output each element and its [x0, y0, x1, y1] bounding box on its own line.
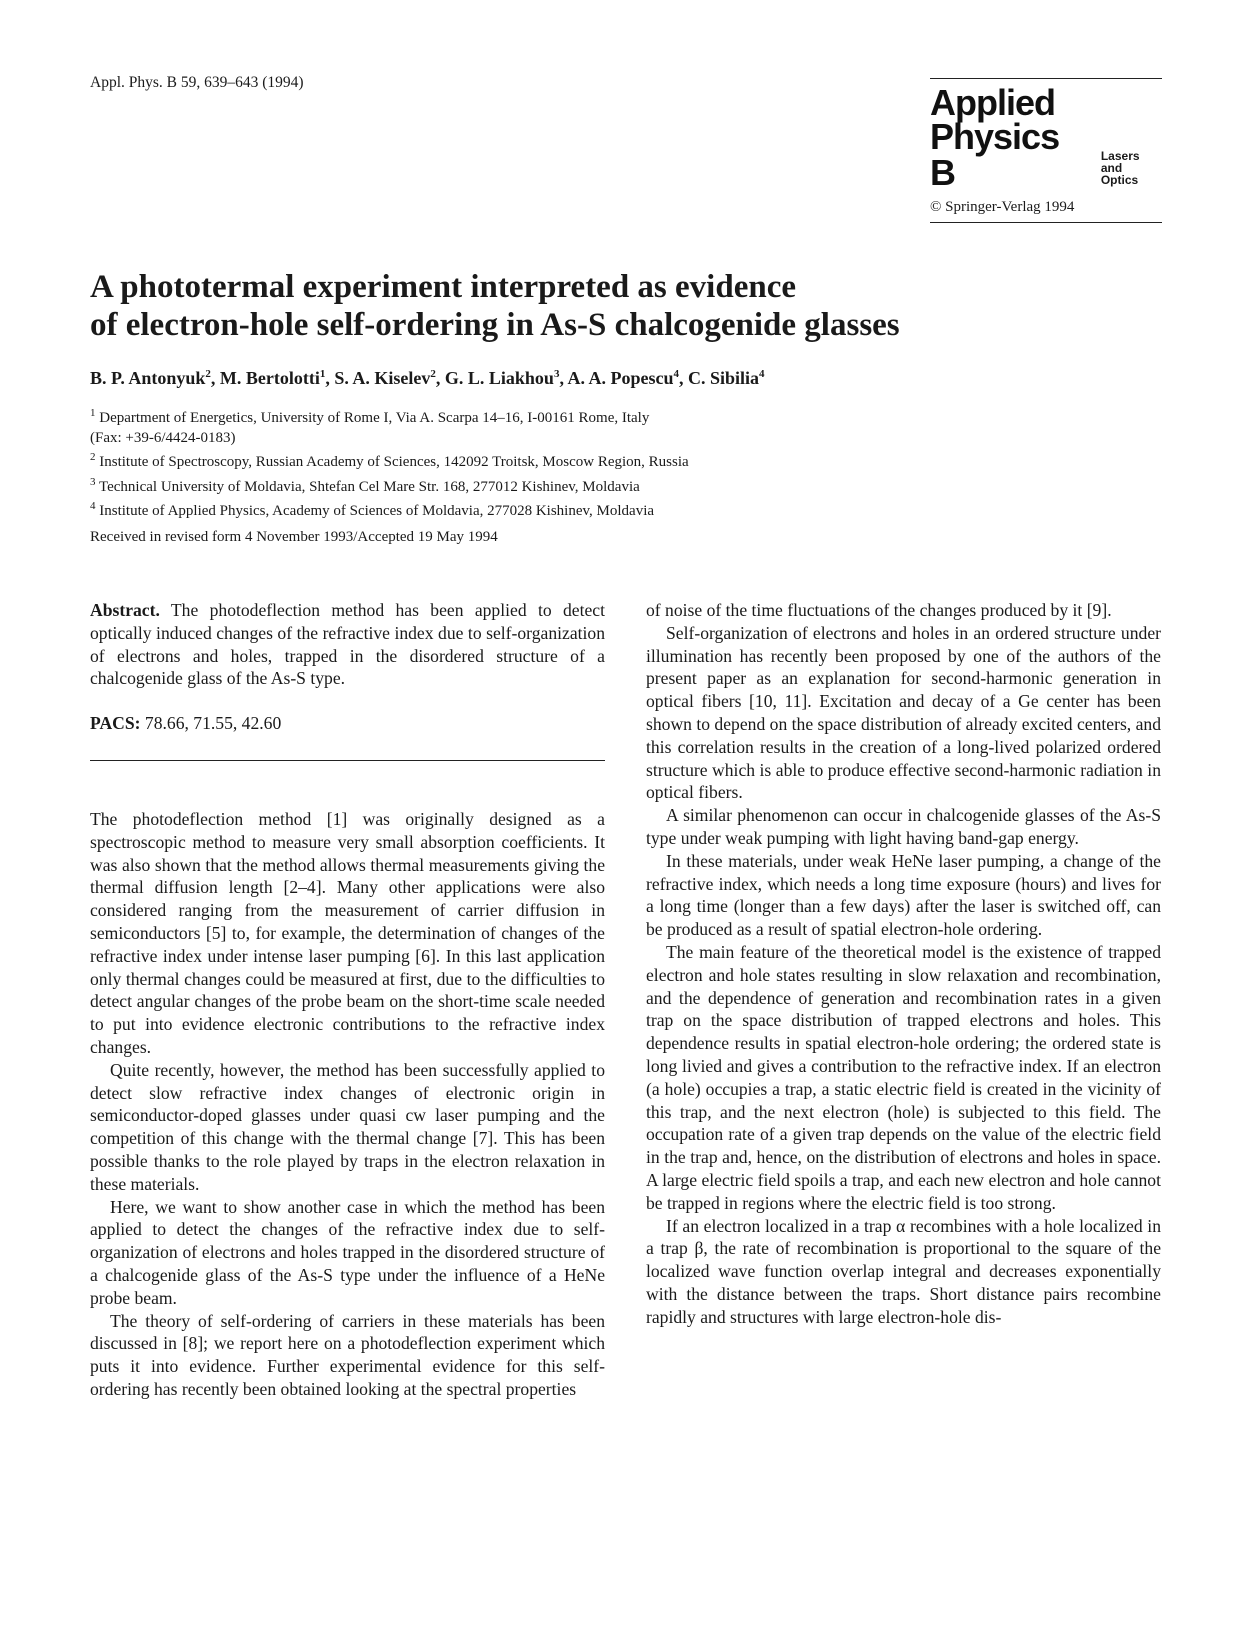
body-paragraph: Quite recently, however, the method has been successfully applied to detect slow refractive index changes of electronic origin in semiconductor-doped glasses under quasi cw laser pumping and the competition of this change with the thermal change [7]. This has been possible thanks to the role played by traps in the electron relaxation in these materials. [90, 1059, 605, 1194]
journal-logo-line1: Applied [930, 82, 1055, 123]
body-paragraph: The main feature of the theoretical model is the existence of trapped electron and hole states resulting in slow relaxation and recombination, and the dependence of generation and recombination rates in a given trap on the space distribution of trapped electrons and holes. This dependence results in spatial electron-hole ordering; the ordered state is long livied and gives a contribution to the refractive index. If an electron (a hole) occupies a trap, a static electric field is created in the vicinity of this trap, and the next electron (hole) is subjected to this field. The occupation rate of a given trap depends on the value of the electric field in the trap and, hence, on the distribution of electrons and holes in space. A large electric field spoils a trap, and each new electron and hole cannot be trapped in regions where the electric field is too strong. [646, 941, 1161, 1213]
author: G. L. Liakhou$^3$ [444, 368, 560, 388]
paper-title [90, 268, 1170, 344]
journal-subtitle-line1: Lasers [1100, 149, 1140, 163]
abstract-divider [90, 760, 605, 761]
body-paragraph: Self-organization of electrons and holes in an ordered structure under illumination has recently been proposed by one of the authors of the present paper as an explanation for second-harmonic generation in optical fibers [10, 11]. Excitation and decay of a Ge center has been shown to depend on the space distribution of already excited centers, and this correlation results in the creation of a long-lived polarized ordered structure which is able to produce effective second-harmonic radiation in optical fibers. [646, 622, 1161, 803]
journal-citation: Appl. Phys. B 59, 639–643 (1994) [90, 74, 304, 91]
body-paragraph: A similar phenomenon can occur in chalcogenide glasses of the As-S type under weak pumping with light having band-gap energy. [646, 805, 1161, 848]
author: B. P. Antonyuk$^2$ [90, 368, 211, 388]
author-list: B. P. Antonyuk$^2$, M. Bertolotti$^1$, S. A. Kiselev$^2$, G. L. Liakhou$^3$, A. A. Popescu$^4$, C. Sibilia$^4$ [90, 368, 765, 388]
title-line-2: of electron-hole self-ordering in As-S chalcogenide glasses [90, 307, 900, 343]
abstract-text: The photodeflection method has been applied to detect optically induced changes of the refractive index due to self-organization of electrons and holes, trapped in the disordered structure of a chalcogenide glass of the As-S type. [90, 600, 605, 689]
affiliation: $^1$ Department of Energetics, University of Rome I, Via A. Scarpa 14–16, I-00161 Rome, Italy [90, 407, 650, 426]
body-paragraph: of noise of the time fluctuations of the changes produced by it [9]. [646, 600, 1112, 620]
abstract [90, 599, 605, 690]
affiliation: $^3$ Technical University of Moldavia, Shtefan Cel Mare Str. 168, 277012 Kishinev, Moldavia [90, 475, 640, 495]
author: S. A. Kiselev$^2$ [334, 368, 436, 388]
body-paragraph: Here, we want to show another case in which the method has been applied to detect the changes of the refractive index due to self-organization of electrons and holes trapped in the disordered structure of a chalcogenide glass of the As-S type under the influence of a HeNe probe beam. [90, 1196, 605, 1308]
pacs [90, 712, 605, 735]
right-column [646, 599, 1161, 1329]
logo-top-rule [930, 78, 1162, 79]
journal-logo-line2: Physics B [930, 116, 1060, 193]
author: A. A. Popescu$^4$ [567, 368, 679, 388]
received-dates: Received in revised form 4 November 1993/Accepted 19 May 1994 [90, 529, 498, 545]
author: M. Bertolotti$^1$ [219, 368, 326, 388]
body-paragraph: The photodeflection method [1] was originally designed as a spectroscopic method to measure very small absorption coefficients. It was also shown that the method allows thermal measurements giving the thermal diffusion length [2–4]. Many other applications were also considered ranging from the measurement of carrier diffusion in semiconductors [5] to, for example, the determination of changes of the refractive index under intense laser pumping [6]. In this last application only thermal changes could be measured at first, due to the difficulties to detect angular changes of the probe beam on the short-time scale needed to put into evidence electronic contributions to the refractive index changes. [90, 808, 605, 1057]
pacs-codes: 78.66, 71.55, 42.60 [144, 713, 282, 734]
pacs-label: PACS: [90, 713, 141, 734]
journal-subtitle-line2: and Optics [1100, 161, 1139, 187]
title-line-1: A phototermal experiment interpreted as evidence [90, 269, 796, 305]
journal-logo-row2 [930, 116, 1162, 193]
abstract-label: Abstract. [90, 600, 160, 620]
journal-logo-block [930, 78, 1162, 223]
affiliation: $^4$ Institute of Applied Physics, Academy of Sciences of Moldavia, 277028 Kishinev, Moldavia [90, 500, 655, 519]
affiliation: $^2$ Institute of Spectroscopy, Russian Academy of Sciences, 142092 Troitsk, Moscow Region, Russia [90, 451, 689, 470]
affiliations [90, 404, 689, 522]
body-paragraph: If an electron localized in a trap α recombines with a hole localized in a trap β, the rate of recombination is proportional to the square of the localized wave function overlap integral and decreases exponentially with the distance between the traps. Short distance pairs recombine rapidly and structures with large electron-hole dis- [646, 1215, 1161, 1327]
author: C. Sibilia$^4$ [687, 368, 765, 388]
body-paragraph: The theory of self-ordering of carriers in these materials has been discussed in [8]; we report here on a photodeflection experiment which puts it into evidence. Further experimental evidence for this self-ordering has recently been obtained looking at the spectral properties [90, 1310, 605, 1399]
affiliation-fax: (Fax: +39-6/4424-0183) [90, 429, 236, 446]
left-column [90, 599, 605, 1401]
journal-subtitle [1101, 150, 1162, 186]
logo-bottom-rule [930, 222, 1162, 223]
body-paragraph: In these materials, under weak HeNe laser pumping, a change of the refractive index, which needs a long time exposure (hours) and lives for a long time (longer than a few days) after the laser is switched off, can be produced as a result of spatial electron-hole ordering. [646, 850, 1161, 940]
copyright: © Springer-Verlag 1994 [930, 199, 1075, 215]
